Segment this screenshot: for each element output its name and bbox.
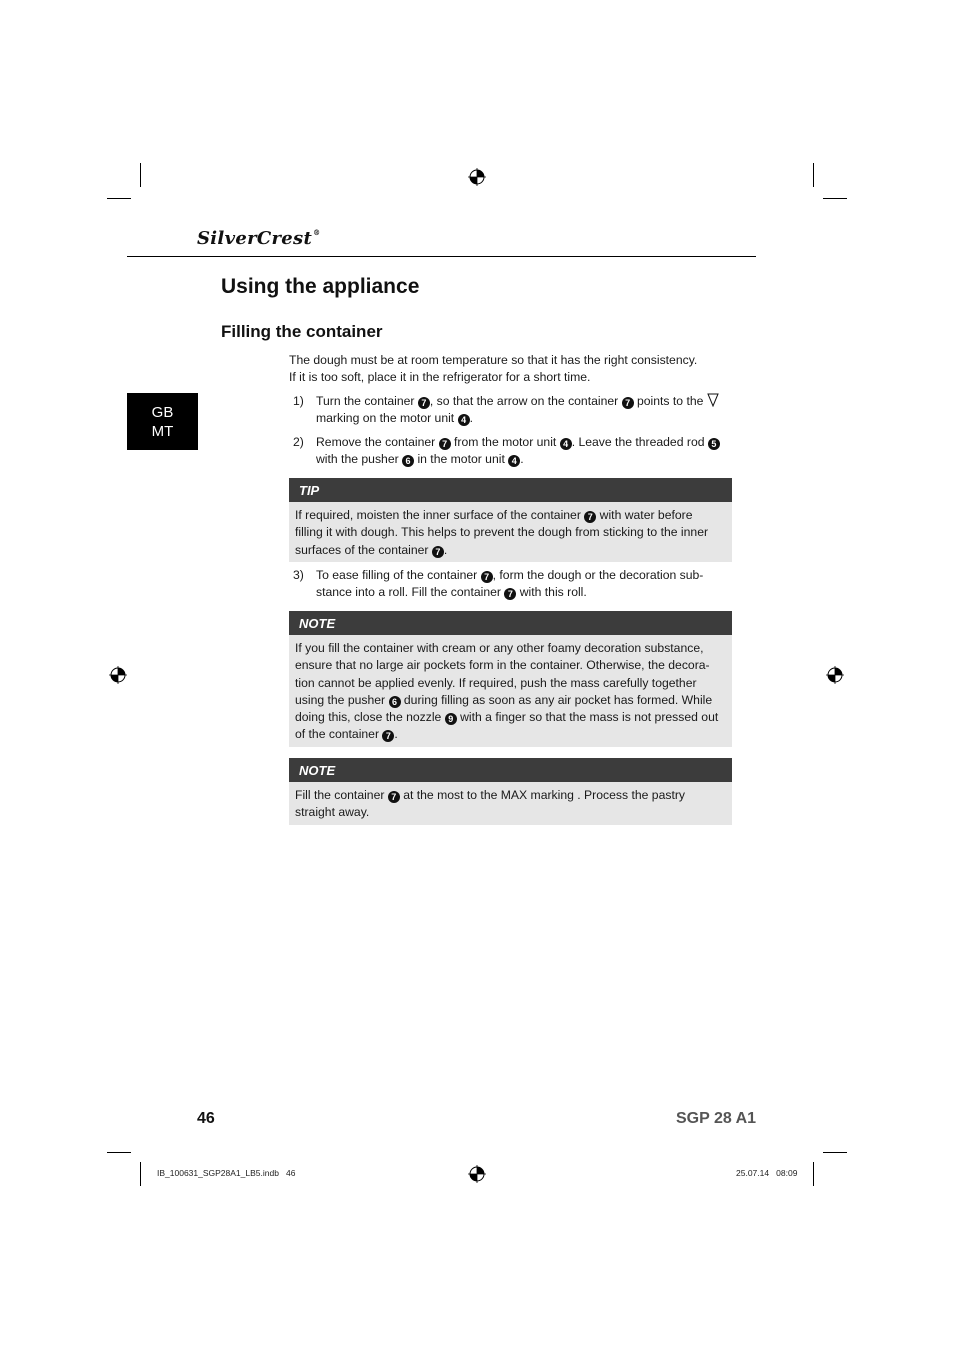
numbered-circle-icon: 6: [389, 696, 401, 708]
date-time: 25.07.14 08:09: [736, 1168, 798, 1178]
crop-mark: [813, 163, 814, 187]
step-1: [293, 393, 733, 428]
numbered-circle-icon: 9: [445, 713, 457, 725]
step-text: To ease filling of the container: [316, 568, 478, 582]
language-tab-line1: GB: [151, 403, 174, 421]
crop-mark: [107, 198, 131, 199]
crop-mark: [140, 163, 141, 187]
language-tab-line2: MT: [151, 422, 174, 440]
triangle-marking-icon: [707, 393, 719, 407]
step-text: . Leave the threaded rod: [571, 435, 705, 449]
note-text: with a finger so that the mass is not pressed out: [460, 710, 719, 725]
intro-line: The dough must be at room temperature so that it has the right consistency.: [289, 353, 698, 367]
note-text: doing this, close the nozzle: [295, 710, 442, 725]
step-body: [316, 567, 733, 602]
note-header: NOTE: [289, 758, 732, 782]
step-body: [316, 434, 733, 469]
numbered-circle-icon: 7: [622, 397, 634, 409]
step-text: with the pusher: [316, 452, 399, 467]
tip-text: filling it with dough. This helps to prevent the dough from sticking to the inner: [295, 525, 709, 540]
numbered-circle-icon: 4: [560, 438, 572, 450]
step-text: points to the: [636, 394, 704, 408]
note-content: [289, 782, 732, 825]
note-text: of the container: [295, 727, 380, 742]
brand-logo: [197, 228, 320, 249]
step-body: [316, 393, 733, 428]
step-text: in the motor unit: [417, 452, 505, 467]
crop-mark: [107, 1152, 131, 1153]
intro-line: If it is too soft, place it in the refrigerator for a short time.: [289, 370, 591, 385]
page-title: Using the appliance: [221, 275, 420, 298]
registration-mark-icon: [826, 666, 844, 684]
crop-mark: [813, 1162, 814, 1186]
header-rule: [127, 256, 756, 257]
crop-mark: [823, 198, 847, 199]
numbered-circle-icon: 7: [504, 588, 516, 600]
note-text: using the pusher: [295, 692, 386, 707]
note-content: [289, 635, 732, 747]
model-number: SGP 28 A1: [676, 1110, 757, 1127]
numbered-circle-icon: 7: [439, 438, 451, 450]
step-2: [293, 434, 733, 469]
note-box: [289, 611, 732, 747]
step-text: marking on the motor unit: [316, 411, 455, 426]
page-number: 46: [197, 1110, 215, 1127]
note-line: tion cannot be applied evenly. If required, push the mass carefully together: [295, 675, 697, 690]
registration-mark-icon: [468, 168, 486, 186]
numbered-circle-icon: 7: [481, 571, 493, 583]
tip-content: [289, 502, 732, 562]
numbered-circle-icon: 7: [388, 791, 400, 803]
registration-mark-icon: [468, 1165, 486, 1183]
brand-logo-text: SilverCrest: [197, 228, 313, 249]
note-line: If you fill the container with cream or any other foamy decoration substance,: [295, 641, 704, 655]
file-slug: IB_100631_SGP28A1_LB5.indb 46: [157, 1168, 296, 1178]
step-text: with this roll.: [519, 585, 587, 600]
step-text: .: [469, 411, 473, 426]
step-number: 1): [293, 394, 304, 408]
step-number: 2): [293, 435, 304, 449]
step-text: , so that the arrow on the container: [429, 394, 619, 408]
step-text: from the motor unit: [454, 435, 557, 449]
brand-registered-mark: ®: [313, 228, 321, 237]
step-text: , form the dough or the decoration sub-: [492, 568, 704, 582]
crop-mark: [823, 1152, 847, 1153]
section-title: Filling the container: [221, 322, 383, 341]
tip-header: TIP: [289, 478, 732, 502]
registration-mark-icon: [109, 666, 127, 684]
tip-box: [289, 478, 732, 562]
note-box: [289, 758, 732, 825]
note-text: at the most to the MAX marking . Process the pastry: [403, 788, 685, 802]
crop-mark: [140, 1162, 141, 1186]
step-3: [293, 567, 733, 602]
tip-text: If required, moisten the inner surface of the container: [295, 508, 581, 522]
numbered-circle-icon: 4: [508, 455, 520, 467]
step-text: Remove the container: [316, 435, 436, 449]
tip-text: surfaces of the container: [295, 542, 429, 557]
note-text: .: [394, 727, 398, 742]
tip-text: with water before: [599, 508, 693, 522]
intro-paragraph: [289, 352, 734, 387]
step-text: .: [520, 452, 524, 467]
numbered-circle-icon: 7: [382, 730, 394, 742]
step-text: Turn the container: [316, 394, 415, 408]
note-text: during filling as soon as any air pocket has formed. While: [403, 692, 713, 707]
step-number: 3): [293, 568, 304, 582]
tip-text: .: [443, 542, 448, 557]
numbered-circle-icon: 7: [418, 397, 430, 409]
step-text: stance into a roll. Fill the container: [316, 585, 501, 600]
numbered-circle-icon: 5: [708, 438, 720, 450]
numbered-circle-icon: 7: [584, 511, 596, 523]
note-header: NOTE: [289, 611, 732, 635]
note-text: straight away.: [295, 805, 370, 820]
numbered-circle-icon: 6: [402, 455, 414, 467]
numbered-circle-icon: 7: [432, 546, 444, 558]
numbered-circle-icon: 4: [458, 414, 470, 426]
language-tab: [127, 393, 198, 450]
note-line: ensure that no large air pockets form in the container. Otherwise, the decora-: [295, 658, 710, 673]
note-text: Fill the container: [295, 788, 385, 802]
